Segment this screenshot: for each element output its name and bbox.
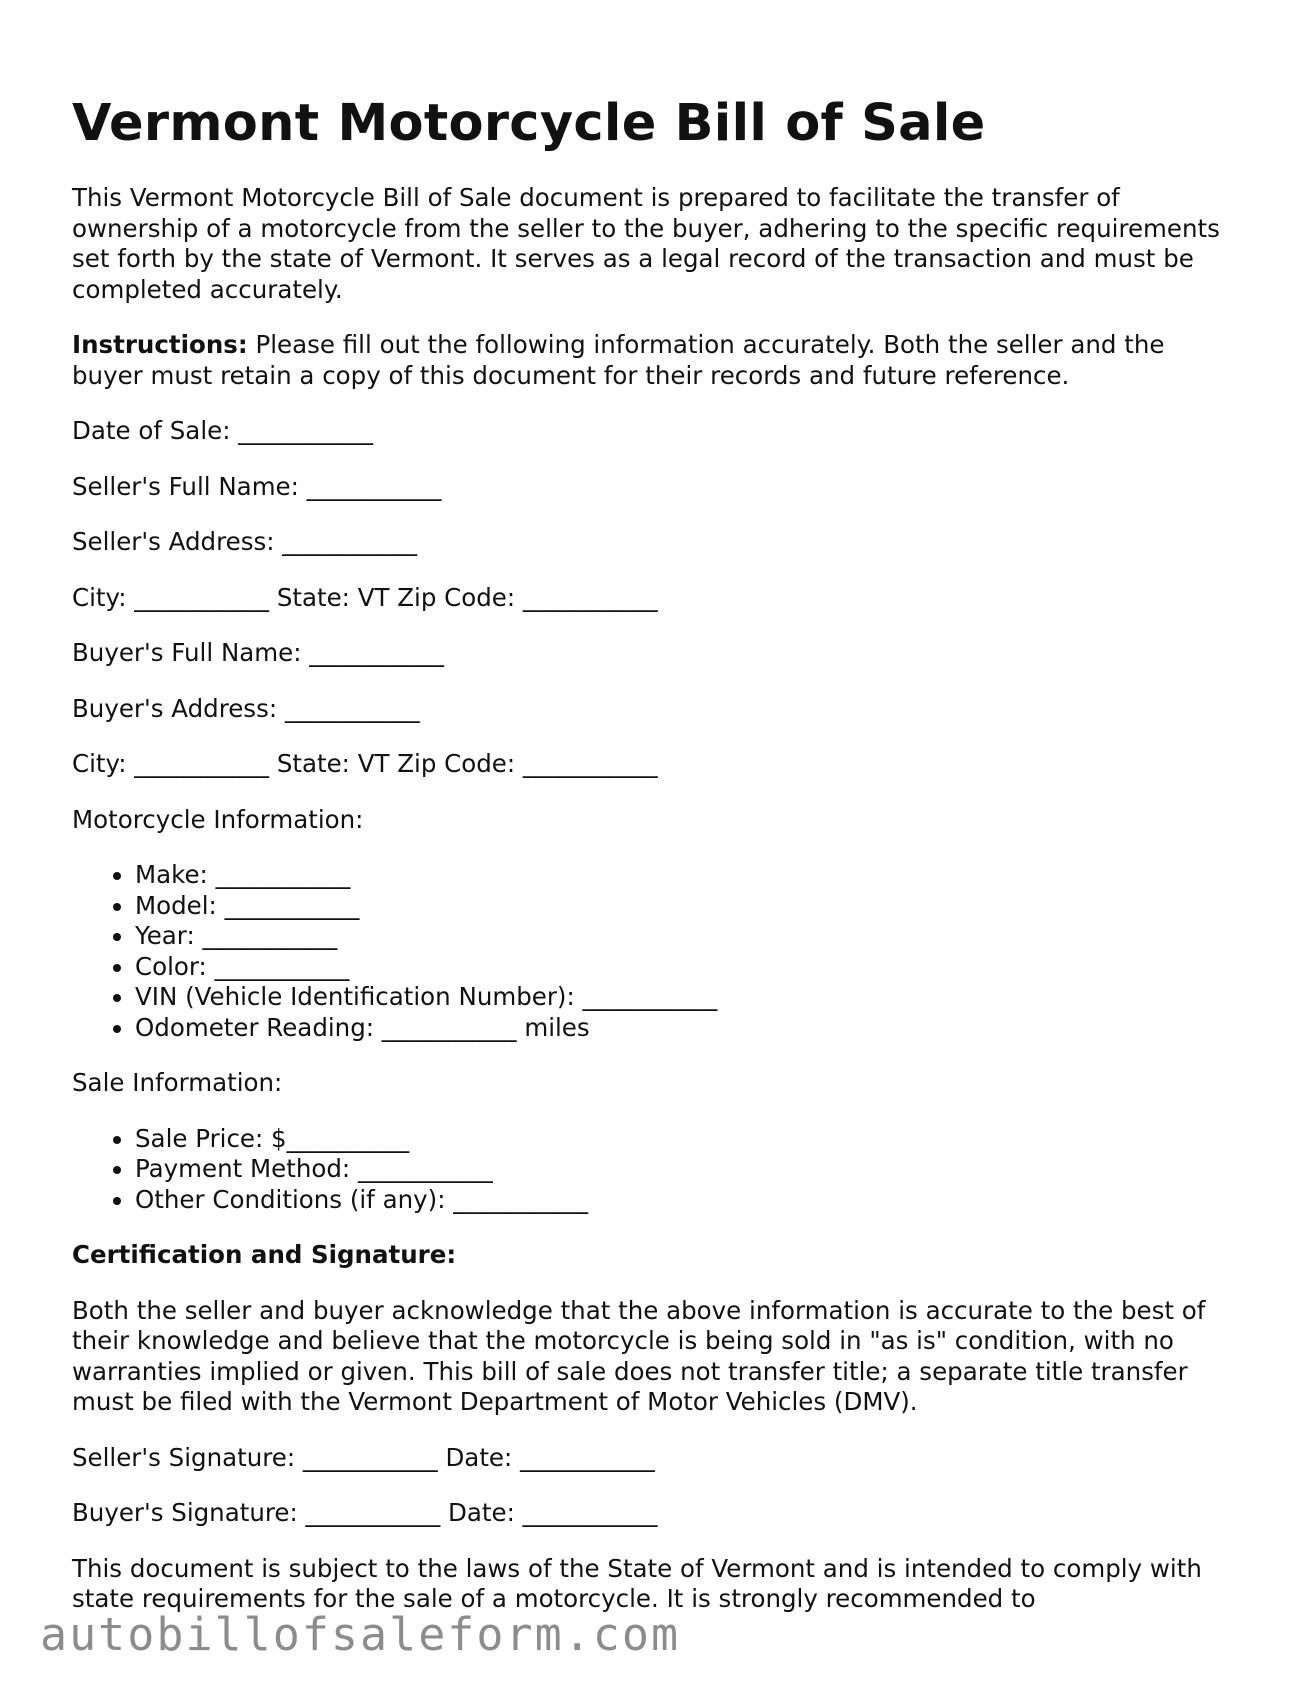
seller-city-state-zip-field: City: ___________ State: VT Zip Code: ___________	[72, 582, 658, 612]
document-title: Vermont Motorcycle Bill of Sale	[72, 94, 986, 153]
instructions-label: Instructions:	[72, 330, 248, 359]
certification-heading: Certification and Signature:	[72, 1240, 457, 1269]
list-item: • Payment Method: ___________	[135, 1154, 1232, 1185]
buyer-signature-line: Buyer's Signature: ___________ Date: ___________	[72, 1498, 658, 1527]
closing-paragraph: This document is subject to the laws of the State of Vermont and is intended to comply with state requirements for the sale of a motorcycle. It is strongly recommended to	[72, 1553, 1202, 1613]
buyer-city-state-zip-field: City: ___________ State: VT Zip Code: ___________	[72, 749, 658, 778]
intro-paragraph: This Vermont Motorcycle Bill of Sale document is prepared to facilitate the transfer of ownership of a motorcycle from the seller to the buyer, adhering to the specific requirements set forth by the state of Vermont. It serves as a legal record of the transaction and must be completed accurately.	[72, 183, 1220, 304]
buyer-address-field: Buyer's Address: ___________	[72, 693, 420, 723]
list-item: • Odometer Reading: ___________ miles	[135, 1013, 1232, 1044]
seller-name-field: Seller's Full Name: ___________	[72, 471, 442, 501]
document-page	[72, 82, 1232, 1640]
seller-signature-line: Seller's Signature: ___________ Date: ___________	[72, 1442, 655, 1472]
motorcycle-info-heading: Motorcycle Information:	[72, 804, 364, 834]
instructions-text: Please fill out the following information accurately. Both the seller and the buyer must retain a copy of this document for their records and future reference.	[72, 330, 1165, 390]
certification-paragraph: Both the seller and buyer acknowledge that the above information is accurate to the best of their knowledge and believe that the motorcycle is being sold in "as is" condition, with no warranties implied or given. This bill of sale does not transfer title; a separate title transfer must be filed with the Vermont Department of Motor Vehicles (DMV).	[72, 1295, 1206, 1416]
date-of-sale-field: Date of Sale: ___________	[72, 416, 373, 445]
sale-info-heading: Sale Information:	[72, 1068, 283, 1097]
list-item: • Year: ___________	[135, 921, 1232, 952]
list-item: • Color: ___________	[135, 952, 1232, 983]
list-item: • VIN (Vehicle Identification Number): ___________	[135, 982, 1232, 1013]
list-item: • Model: ___________	[135, 891, 1232, 922]
sale-info-list	[72, 1124, 1232, 1216]
instructions-paragraph	[72, 330, 1232, 391]
buyer-name-field: Buyer's Full Name: ___________	[72, 638, 445, 667]
site-watermark: autobillofsaleform.com	[40, 1608, 681, 1661]
list-item: • Other Conditions (if any): ___________	[135, 1185, 1232, 1216]
list-item: • Sale Price: $__________	[135, 1124, 1232, 1155]
seller-address-field: Seller's Address: ___________	[72, 527, 418, 556]
motorcycle-info-list	[72, 860, 1232, 1043]
list-item: • Make: ___________	[135, 860, 1232, 891]
